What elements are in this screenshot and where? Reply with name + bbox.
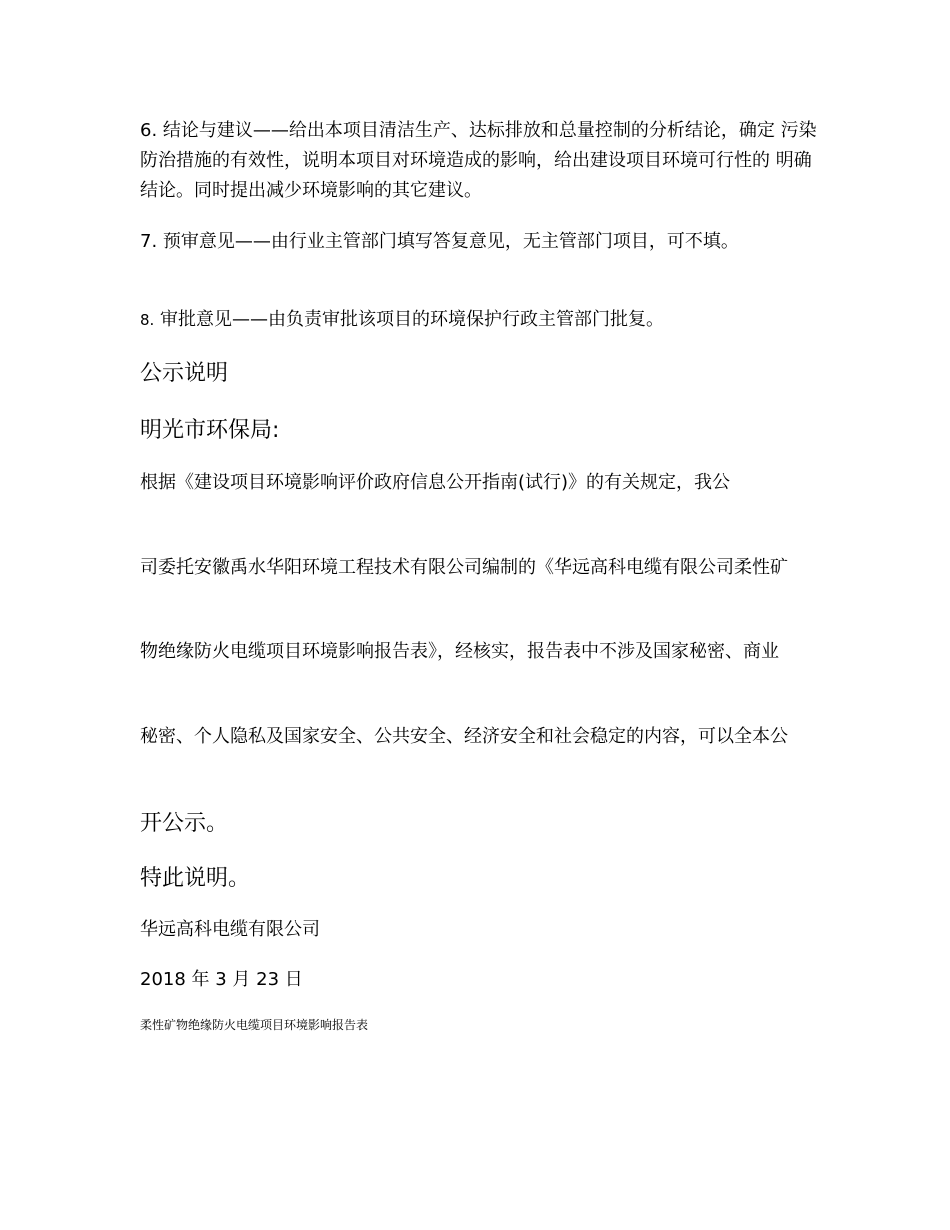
notice-addressee: 明光市环保局:: [140, 418, 280, 443]
signature-company: 华远高科电缆有限公司: [140, 919, 320, 940]
notice-paragraph-line-2: 司委托安徽禹水华阳环境工程技术有限公司编制的《华远高科电缆有限公司柔性矿: [140, 557, 788, 578]
notice-paragraph-line-4: 秘密、个人隐私及国家安全、公共安全、经济安全和社会稳定的内容，可以全本公: [140, 726, 788, 747]
item-8-number: 8.: [140, 311, 155, 329]
item-8-text: 审批意见——由负责审批该项目的环境保护行政主管部门批复。: [154, 309, 665, 330]
notice-heading: 公示说明: [140, 361, 229, 386]
item-8-approval: [140, 305, 820, 335]
item-6-conclusion: 6. 结论与建议——给出本项目清洁生产、达标排放和总量控制的分析结论，确定 污染防治措施的有效性，说明本项目对环境造成的影响，给出建设项目环境可行性的 明确结论。同时提出减少环境影响的其它建议。: [140, 120, 817, 201]
signature-date: 2018 年 3 月 23 日: [140, 969, 303, 990]
notice-closing: 特此说明。: [140, 866, 251, 891]
footer-caption: 柔性矿物绝缘防火电缆项目环境影响报告表: [140, 1018, 369, 1032]
notice-publish: 开公示。: [140, 811, 229, 836]
notice-paragraph-line-3: 物绝缘防火电缆项目环境影响报告表》，经核实，报告表中不涉及国家秘密、商业: [140, 641, 779, 662]
notice-paragraph-line-1: 根据《建设项目环境影响评价政府信息公开指南(试行)》的有关规定，我公: [140, 472, 731, 493]
item-7-preliminary-review: 7. 预审意见——由行业主管部门填写答复意见，无主管部门项目，可不填。: [140, 231, 739, 252]
